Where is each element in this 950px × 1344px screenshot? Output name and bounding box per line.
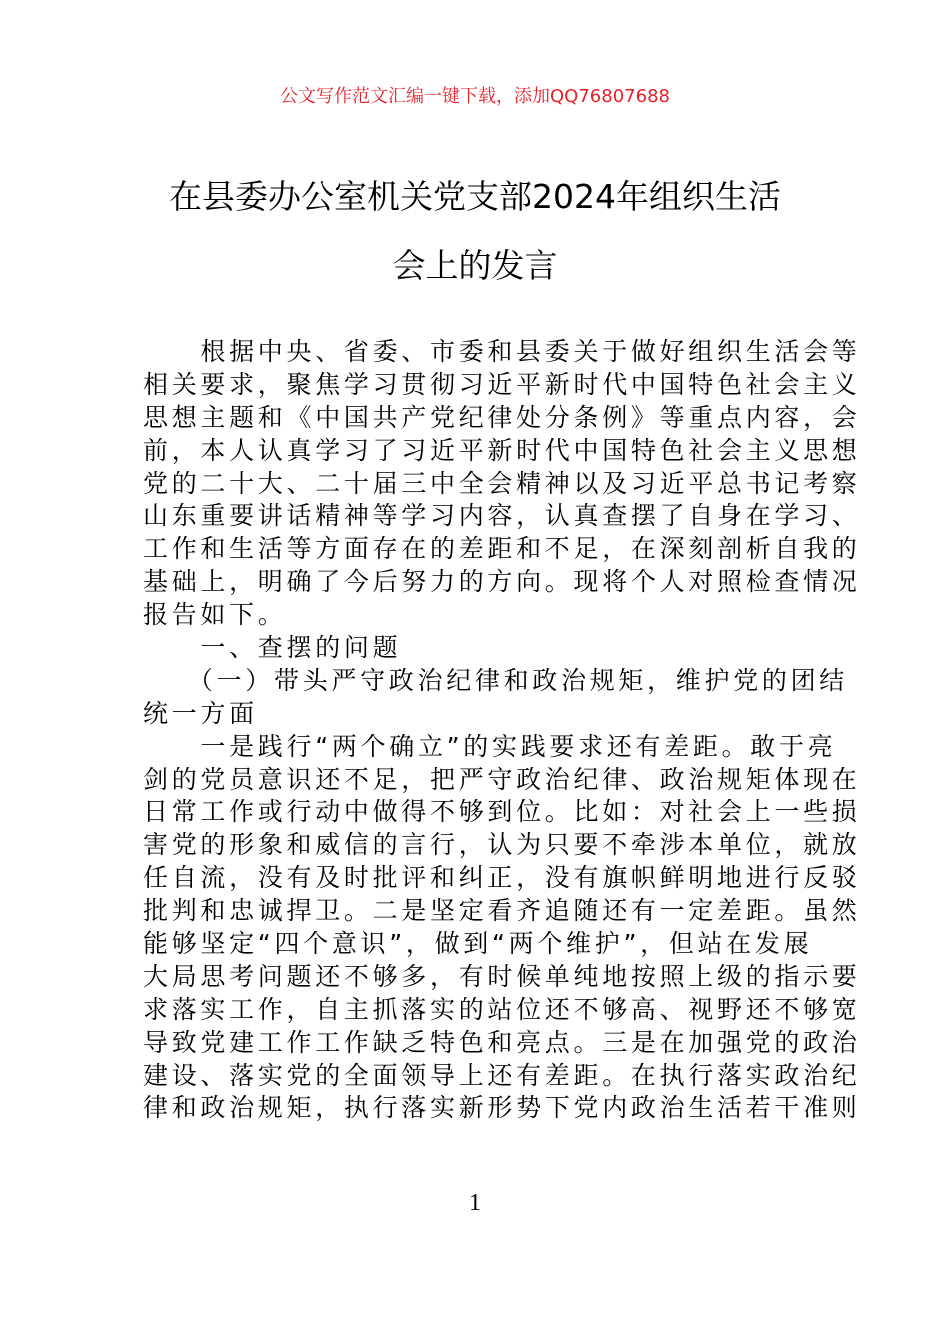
document-title-line-1: 在县委办公室机关党支部2024年组织生活 [169, 177, 781, 216]
body-line: 大局思考问题还不够多，有时候单纯地按照上级的指示要 [143, 961, 861, 991]
body-line: 能够坚定“四个意识”，做到“两个维护”，但站在发展 [143, 929, 813, 959]
page-number: 1 [469, 1190, 481, 1216]
download-promo-note: 公文写作范文汇编一键下载，添加QQ76807688 [280, 86, 670, 107]
document-title-line-2: 会上的发言 [392, 246, 558, 285]
body-line: 日常工作或行动中做得不够到位。比如：对社会上一些损 [143, 797, 861, 827]
body-line: 求落实工作，自主抓落实的站位还不够高、视野还不够宽 [143, 994, 861, 1024]
body-line: 根据中央、省委、市委和县委关于做好组织生活会等 [143, 337, 861, 366]
body-line: 一是践行“两个确立”的实践要求还有差距。敢于亮 [143, 731, 837, 761]
body-line: 建设、落实党的全面领导上还有差距。在执行落实政治纪 [143, 1060, 861, 1090]
body-line: 律和政治规矩，执行落实新形势下党内政治生活若干准则 [143, 1093, 861, 1123]
body-line: 相关要求，聚焦学习贯彻习近平新时代中国特色社会主义 [143, 369, 861, 399]
subsection-heading: （一）带头严守政治纪律和政治规矩，维护党的团结 [143, 665, 849, 695]
body-line: 剑的党员意识还不足，把严守政治纪律、政治规矩体现在 [143, 764, 861, 794]
body-line: 批判和忠诚捍卫。二是坚定看齐追随还有一定差距。虽然 [143, 896, 861, 926]
body-line: 任自流，没有及时批评和纠正，没有旗帜鲜明地进行反驳 [143, 863, 861, 893]
section-heading: 一、查摆的问题 [143, 633, 402, 663]
body-line: 导致党建工作工作缺乏特色和亮点。三是在加强党的政治 [143, 1027, 861, 1057]
body-line: 工作和生活等方面存在的差距和不足，在深刻剖析自我的 [143, 534, 861, 564]
body-line: 党的二十大、二十届三中全会精神以及习近平总书记考察 [143, 468, 861, 498]
body-line: 报告如下。 [143, 600, 287, 630]
body-line: 基础上，明确了今后努力的方向。现将个人对照检查情况 [143, 567, 861, 597]
body-line: 前，本人认真学习了习近平新时代中国特色社会主义思想 [143, 435, 861, 465]
body-line: 害党的形象和威信的言行，认为只要不牵涉本单位，就放 [143, 830, 861, 860]
subsection-heading: 统一方面 [143, 698, 258, 728]
body-line: 山东重要讲话精神等学习内容，认真查摆了自身在学习、 [143, 501, 861, 531]
document-body [143, 336, 861, 1125]
body-line: 思想主题和《中国共产党纪律处分条例》等重点内容，会 [143, 402, 861, 432]
